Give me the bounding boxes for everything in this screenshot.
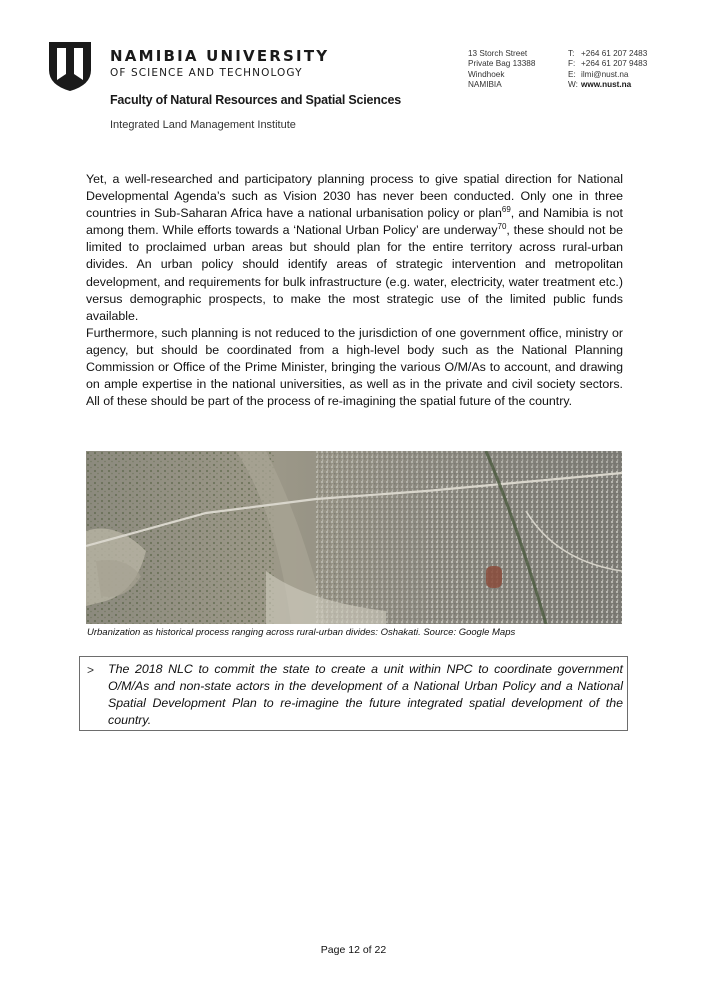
contact-block xyxy=(568,49,647,91)
address-line: Windhoek xyxy=(468,69,505,79)
contact-email[interactable]: E: ilmi@nust.na xyxy=(568,69,629,79)
body-text xyxy=(86,171,623,410)
nust-logo-icon xyxy=(45,40,95,92)
footnote-ref[interactable]: 69 xyxy=(501,205,511,215)
paragraph-2: Furthermore, such planning is not reduced to the jurisdiction of one government office, ministry or agency, but should be coordinated from a high-level body such as the National Planning Commission or Office of the Prime Minister, bringing the various O/M/As to account, and drawing on ample expertise in the national universities, as well as in the private and civil society sectors. All of these should be part of the process of re-imagining the spatial future of the country. xyxy=(86,325,623,409)
address-line: NAMIBIA xyxy=(468,80,502,90)
contact-phone: T: +264 61 207 2483 xyxy=(568,49,648,58)
contact-website[interactable]: W: www.nust.na xyxy=(568,80,632,90)
recommendation-text: The 2018 NLC to commit the state to create a unit within NPC to coordinate government O/M/As and non-state actors in the development of a National Urban Policy and a National Spatial Development Plan to re-imagine the future integrated spatial development of the country. xyxy=(108,662,623,727)
address-line: 13 Storch Street xyxy=(468,49,528,58)
university-name: NAMIBIA UNIVERSITY xyxy=(110,47,330,65)
faculty-name: Faculty of Natural Resources and Spatial Sciences xyxy=(110,93,401,107)
recommendation-box xyxy=(79,656,628,731)
institute-name: Integrated Land Management Institute xyxy=(110,119,296,131)
paragraph-1: Yet, a well-researched and participatory planning process to give spatial direction for National Developmental Agenda’s such as Vision 2030 has never been conducted. Only one in three countries in Sub-Saharan Africa have a national urbanisation policy or plan$^{69}$, and Namibia is not among them. While efforts towards a ‘National Urban Policy’ are underway$^{70}$, these should not be limited to proclaimed urban areas but should plan for the entire territory across rural-urban divides. An urban policy should identify areas of strategic intervention and metropolitan development, and requirements for bulk infrastructure (e.g. water, electricity, water treatment etc.) versus demographic prospects, to make the most strategic use of the limited public funds available. xyxy=(86,172,623,323)
page-number: Page 12 of 22 xyxy=(320,944,387,956)
address-line: Private Bag 13388 xyxy=(468,59,536,69)
university-subtitle: OF SCIENCE AND TECHNOLOGY xyxy=(110,67,303,79)
address-block xyxy=(468,49,535,91)
contact-fax: F: +264 61 207 9483 xyxy=(568,59,648,69)
footnote-ref[interactable]: 70 xyxy=(497,222,507,232)
chevron-right-icon: > xyxy=(87,663,95,677)
satellite-image-oshakati xyxy=(86,451,622,624)
figure-caption: Urbanization as historical process ranging across rural-urban divides: Oshakati. Source: Google Maps xyxy=(87,627,516,638)
